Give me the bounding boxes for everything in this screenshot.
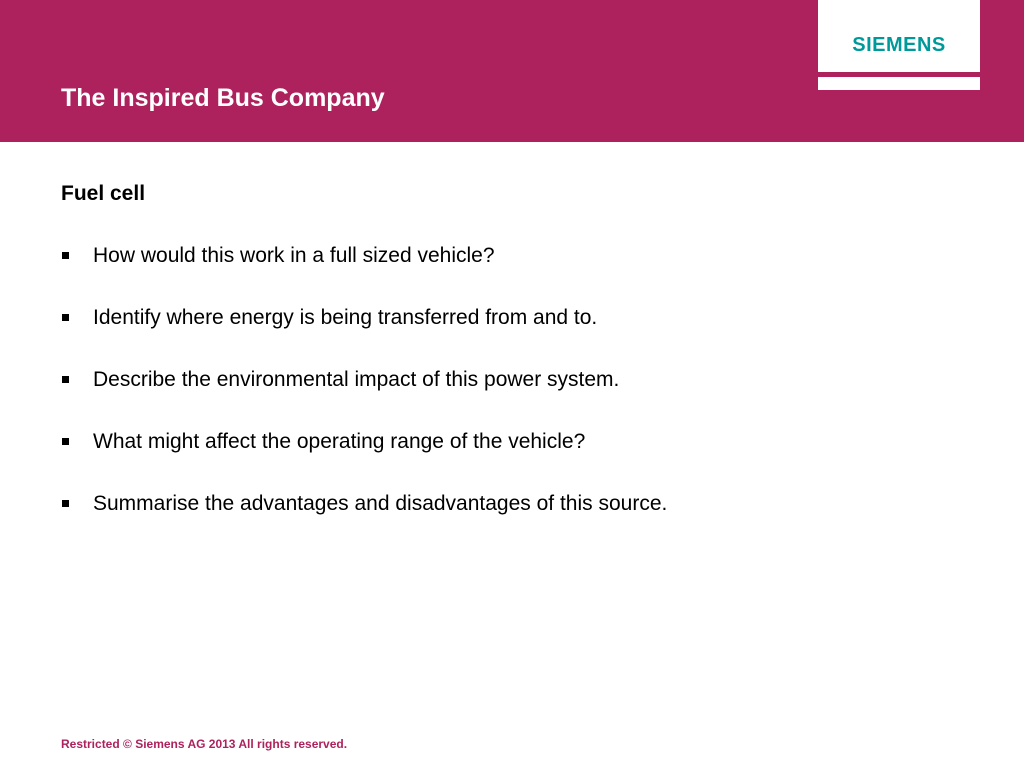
bullet-text: Identify where energy is being transferred from and to.: [93, 306, 598, 329]
square-bullet-icon: [62, 438, 69, 445]
section-heading: Fuel cell: [61, 182, 146, 205]
footer-copyright: Restricted © Siemens AG 2013 All rights reserved.: [61, 737, 348, 751]
bullet-text: What might affect the operating range of the vehicle?: [93, 430, 586, 453]
logo-divider-strip: [818, 77, 980, 90]
logo-text: SIEMENS: [852, 34, 946, 56]
square-bullet-icon: [62, 500, 69, 507]
square-bullet-icon: [62, 376, 69, 383]
bullet-text: How would this work in a full sized vehicle?: [93, 244, 495, 267]
square-bullet-icon: [62, 314, 69, 321]
slide-title: The Inspired Bus Company: [61, 84, 385, 112]
bullet-text: Summarise the advantages and disadvantages of this source.: [93, 492, 668, 515]
bullet-text: Describe the environmental impact of this power system.: [93, 368, 620, 391]
siemens-logo: [818, 0, 980, 72]
square-bullet-icon: [62, 252, 69, 259]
